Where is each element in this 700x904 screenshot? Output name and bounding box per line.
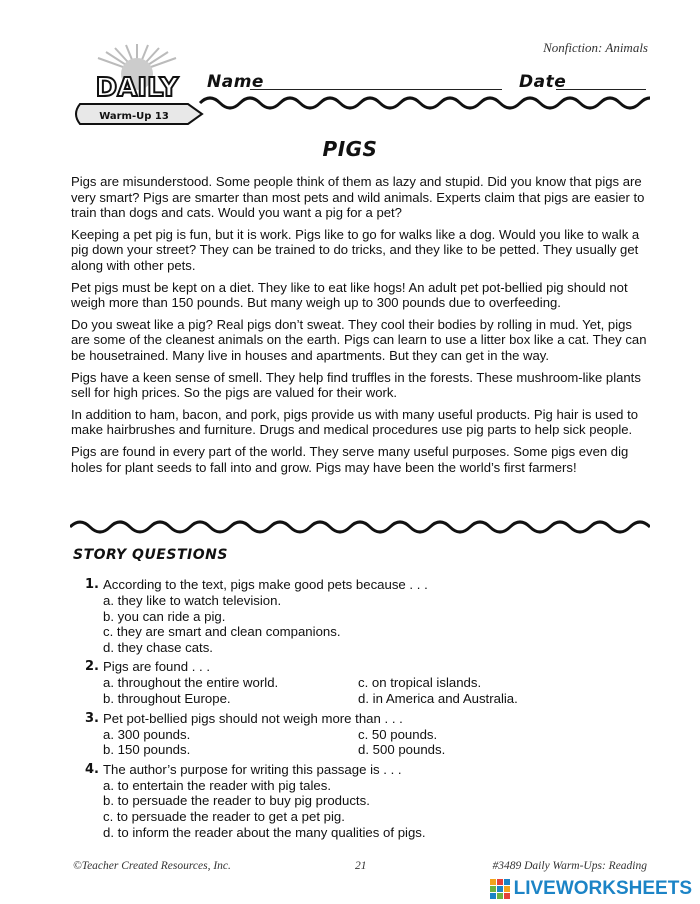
footer-book-title: #3489 Daily Warm-Ups: Reading [492,860,647,872]
answer-option-a[interactable]: a. to entertain the reader with pig tales. [103,777,331,793]
answer-option-a[interactable]: a. 300 pounds. [103,726,191,742]
question-3 [85,711,605,758]
question-number: 3. [85,710,99,726]
questions-list [85,577,605,844]
passage [71,174,651,481]
question-stem: Pet pot-bellied pigs should not weigh more than . . . [103,710,403,726]
question-stem: According to the text, pigs make good pets because . . . [103,577,428,592]
question-4 [85,762,605,840]
passage-title: PIGS [322,137,378,161]
answer-option-b[interactable]: b. throughout Europe. [103,690,231,706]
footer-copyright: ©Teacher Created Resources, Inc. [73,860,231,872]
answer-option-a[interactable]: a. they like to watch television. [103,593,282,608]
answer-option-b[interactable]: b. you can ride a pig. [103,608,226,624]
question-stem: Pigs are found . . . [103,659,211,675]
name-field[interactable] [250,89,502,90]
story-questions-heading: STORY QUESTIONS [73,547,228,563]
answer-option-b[interactable]: b. to persuade the reader to buy pig products. [103,793,370,809]
question-2 [85,659,605,706]
category-label: Nonfiction: Animals [543,40,648,55]
answer-option-c[interactable]: c. on tropical islands. [358,675,482,691]
liveworksheets-blocks-icon [490,879,510,899]
section-wavy-line [70,515,650,539]
footer-page-number: 21 [355,860,367,872]
question-1 [85,577,605,655]
paragraph: Pigs are misunderstood. Some people think of them as lazy and stupid. Did you know that pigs are very smart? Pigs are smarter than most pets and wild animals. Experts claim that pigs are easier to train than dogs and cats. Would you want a pig for a pet? [71,174,645,221]
answer-option-d[interactable]: d. in America and Australia. [358,690,518,706]
question-number: 4. [85,761,99,777]
question-stem: The author’s purpose for writing this passage is . . . [103,761,402,777]
answer-option-a[interactable]: a. throughout the entire world. [103,675,279,691]
date-label: Date [519,72,567,92]
liveworksheets-wordmark: LIVEWORKSHEETS [513,878,692,899]
answer-option-c[interactable]: c. to persuade the reader to get a pet pig. [103,808,345,824]
paragraph: Keeping a pet pig is fun, but it is work. Pigs like to go for walks like a dog. Would you like to walk a pig down your street? They can be trained to do tricks, and they like to be petted. They usually get along with other pets. [71,226,640,273]
paragraph: Pet pigs must be kept on a diet. They like to eat like hogs! An adult pet pot-bellied pig should not weigh more than 150 pounds. But many weigh up to 300 pounds due to overfeeding. [71,279,628,311]
answer-option-d[interactable]: d. they chase cats. [103,639,213,655]
question-number: 1. [85,577,99,592]
daily-warmup-logo [70,42,205,132]
answer-option-c[interactable]: c. they are smart and clean companions. [103,624,341,640]
answer-option-d[interactable]: d. 500 pounds. [358,742,446,758]
liveworksheets-logo[interactable] [490,878,692,900]
paragraph: Pigs are found in every part of the world. They serve many useful purposes. Some pigs even dig holes for plant seeds to fall into and grow. Pigs may have been the world’s first farmers! [71,443,629,475]
logo-word: DAILY [95,73,179,103]
name-label: Name [207,72,264,92]
paragraph: Do you sweat like a pig? Real pigs don’t sweat. They cool their bodies by rolling in mud. Yet, pigs are some of the cleanest animals on the earth. Pigs can learn to use a litter box like a cat. They can be housetrained. Many live in houses and apartments. But they can get in the way. [71,316,647,363]
answer-option-b[interactable]: b. 150 pounds. [103,742,191,758]
paragraph: In addition to ham, bacon, and pork, pigs provide us with many useful products. Pig hair is used to make hairbrushes and furniture. Drugs and medical procedures use pig parts to help sick people. [71,406,638,438]
answer-option-c[interactable]: c. 50 pounds. [358,726,438,742]
date-field[interactable] [556,89,646,90]
paragraph: Pigs have a keen sense of smell. They help find truffles in the forests. These mushroom-like plants sell for high prices. So the pigs are valued for their work. [71,369,641,401]
answer-option-d[interactable]: d. to inform the reader about the many qualities of pigs. [103,824,426,840]
question-number: 2. [85,659,99,675]
logo-subtitle: Warm-Up 13 [99,111,169,122]
